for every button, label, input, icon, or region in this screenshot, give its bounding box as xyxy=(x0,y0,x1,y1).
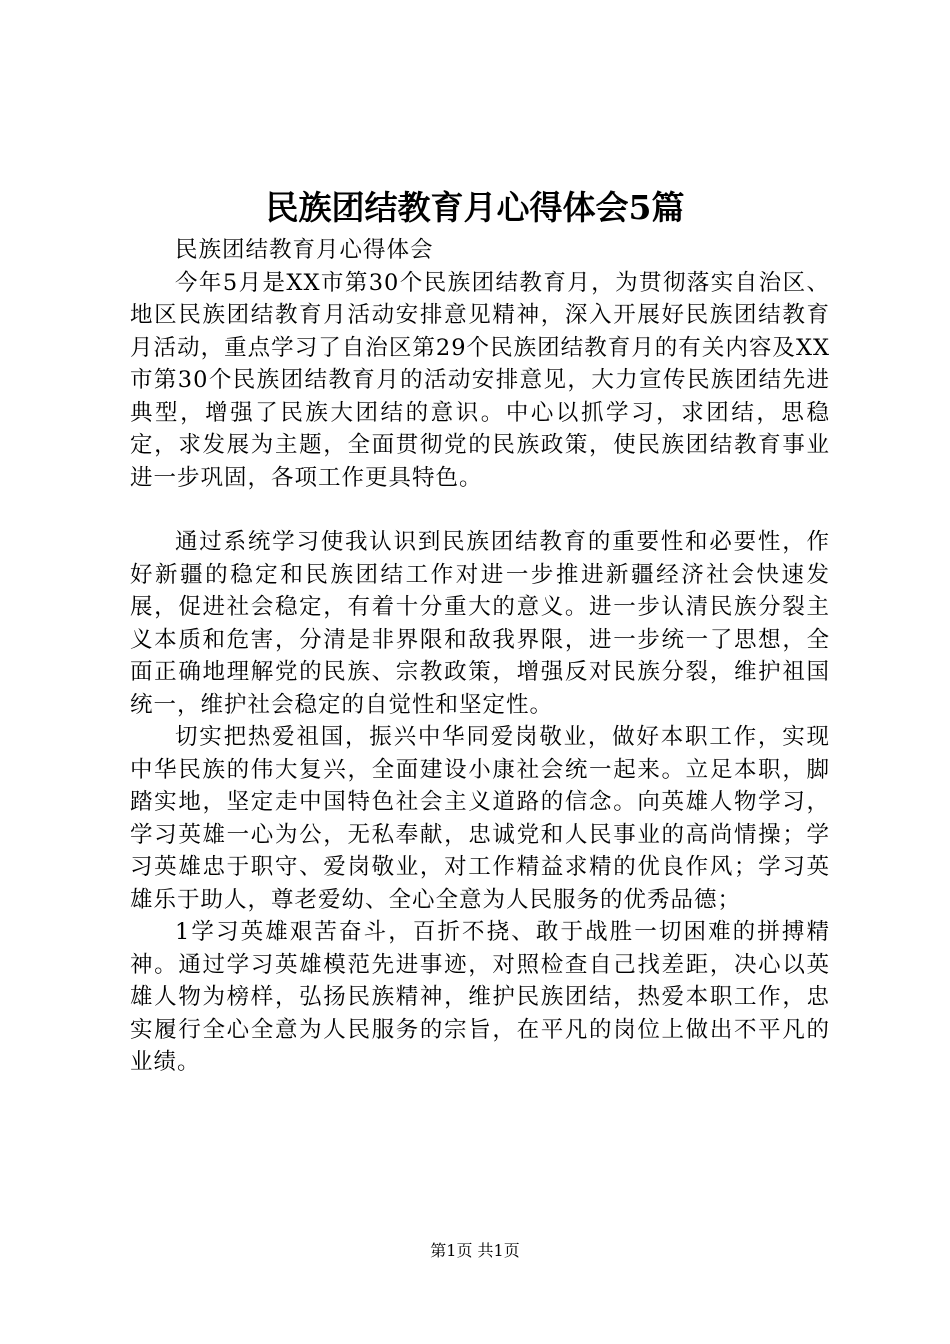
document-title: 民族团结教育月心得体会5篇 xyxy=(265,188,685,227)
page-footer: 第1页 共1页 xyxy=(430,1241,520,1260)
document-body xyxy=(130,234,830,1079)
paragraph-1: 今年5月是XX市第30个民族团结教育月，为贯彻落实自治区、地区民族团结教育月活动安排意见精神，深入开展好民族团结教育月活动，重点学习了自治区第29个民族团结教育月的有关内容及XX市第30个民族团结教育月的活动安排意见，大力宣传民族团结先进典型，增强了民族大团结的意识。中心以抓学习，求团结，思稳定，求发展为主题，全面贯彻党的民族政策，使民族团结教育事业进一步巩固，各项工作更具特色。 xyxy=(130,269,830,491)
paragraph-4: 1学习英雄艰苦奋斗，百折不挠、敢于战胜一切困难的拼搏精神。通过学习英雄模范先进事迹，对照检查自己找差距，决心以英雄人物为榜样，弘扬民族精神，维护民族团结，热爱本职工作，忠实履行全心全意为人民服务的宗旨，在平凡的岗位上做出不平凡的业绩。 xyxy=(130,919,830,1075)
paragraph-2: 通过系统学习使我认识到民族团结教育的重要性和必要性，作好新疆的稳定和民族团结工作对进一步推进新疆经济社会快速发展，促进社会稳定，有着十分重大的意义。进一步认清民族分裂主义本质和危害，分清是非界限和敌我界限，进一步统一了思想，全面正确地理解党的民族、宗教政策，增强反对民族分裂，维护祖国统一，维护社会稳定的自觉性和坚定性。 xyxy=(130,529,830,718)
document-subtitle: 民族团结教育月心得体会 xyxy=(175,237,434,263)
paragraph-3: 切实把热爱祖国，振兴中华同爱岗敬业，做好本职工作，实现中华民族的伟大复兴，全面建设小康社会统一起来。立足本职，脚踏实地，坚定走中国特色社会主义道路的信念。向英雄人物学习，学习英雄一心为公，无私奉献，忠诚党和人民事业的高尚情操；学习英雄忠于职守、爱岗敬业，对工作精益求精的优良作风；学习英雄乐于助人，尊老爱幼、全心全意为人民服务的优秀品德； xyxy=(130,724,830,913)
